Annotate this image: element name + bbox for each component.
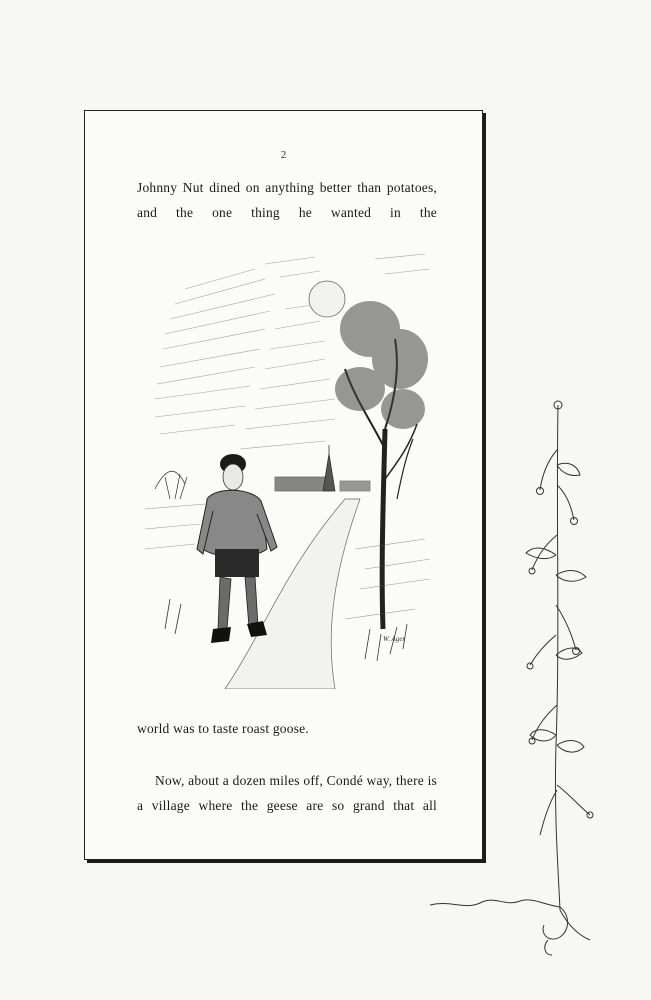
wildflower-icon [420, 395, 620, 965]
artist-signature: W. Ager [383, 635, 406, 643]
paragraph-1: Johnny Nut dined on anything better than potatoes, and the one thing he wanted in the [137, 180, 437, 220]
moon-icon [309, 281, 345, 317]
paragraph-2: world was to taste roast goose. [137, 721, 309, 736]
paragraph-3: Now, about a dozen miles off, Condé way, there is a village where the geese are so grand that all [137, 773, 437, 813]
page-number: 2 [280, 149, 287, 161]
flower-stem-ornament [420, 395, 620, 965]
engraving-illustration [145, 249, 435, 689]
boy-on-road-drawing [145, 249, 435, 689]
boy-figure [197, 454, 277, 643]
